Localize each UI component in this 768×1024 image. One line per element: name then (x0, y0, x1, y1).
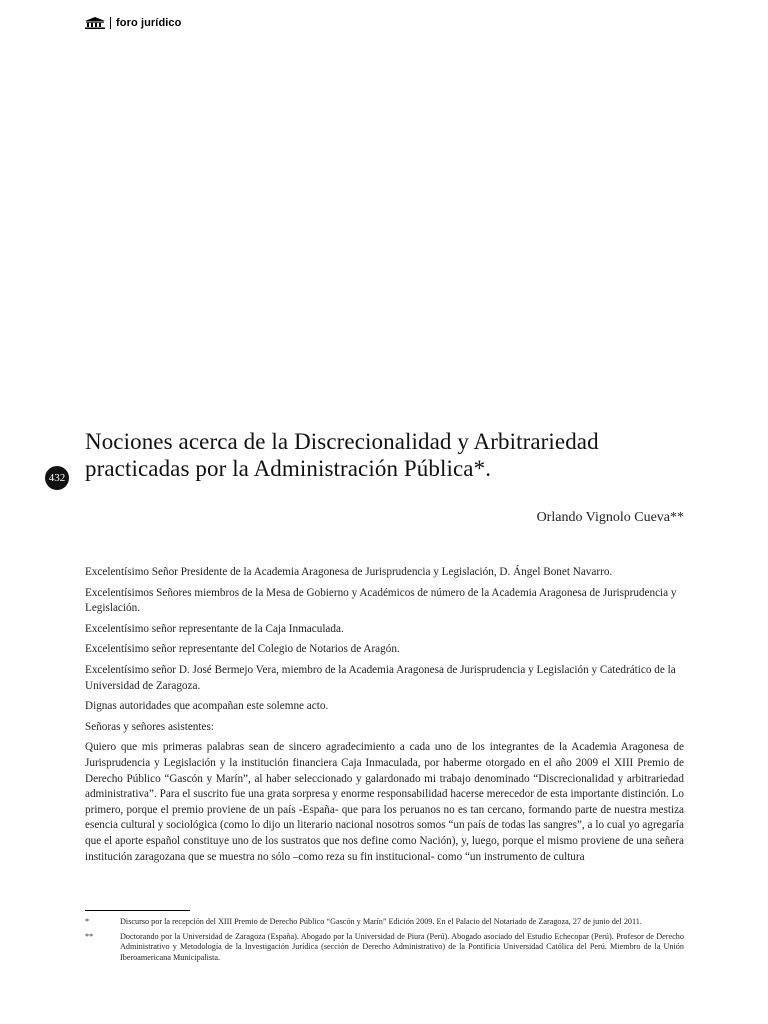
footnote-text: Doctorando por la Universidad de Zaragoza (España). Abogado por la Universidad de Piura (Perú). Abogado asociado del Estudio Echecopar (Perú). Profesor de Derecho Administrativo y Metodología de la Investigación Jurídica (sección de Derecho Administrativo) de la Pontificia Universidad Católica del Perú. Miembro de la Unión Iberoamericana Municipalista. (120, 931, 684, 962)
footnote-mark: * (85, 917, 90, 926)
salutation-line: Excelentísimo Señor Presidente de la Academia Aragonesa de Jurisprudencia y Legislación, D. Ángel Bonet Navarro. (85, 566, 613, 578)
footnote-text: Discurso por la recepción del XIII Premio de Derecho Público “Gascón y Marín” Edición 2009. En el Palacio del Notariado de Zaragoza, 27 de junio del 2011. (120, 917, 642, 926)
footnote-mark: ** (85, 931, 94, 941)
salutation-line: Excelentísimos Señores miembros de la Mesa de Gobierno y Académicos de número de la Academia Aragonesa de Jurisprudencia y Legislación. (85, 586, 677, 615)
journal-header (85, 17, 181, 29)
journal-brand: foro jurídico (116, 17, 182, 29)
footnote-divider (85, 910, 190, 911)
body-paragraph: Quiero que mis primeras palabras sean de sincero agradecimiento a cada uno de los integrantes de la Academia Aragonesa de Jurisprudencia y Legislación y la institución financiera Caja Inmaculada, por haberme otorgado en el año 2009 el XIII Premio de Derecho Público “Gascón y Marín”, al haber seleccionado y galardonado mi trabajo denominado “Discrecionalidad y arbitrariedad administrativa”. Para el suscrito fue una grata sorpresa y enorme responsabilidad hacerse merecedor de esta importante distinción. Lo primero, porque el premio proviene de un país -España- que para los peruanos no es tan cercano, formando parte de nuestra mestiza esencia cultural y sociológica (como lo dijo un literario nacional nosotros somos “un país de todas las sangres”, a lo cual yo agregaría que el aporte español constituye uno de los sustratos que nos define como Nación), y, luego, porque el mismo proviene de una señera institución zaragozana que se muestra no sólo –como reza su fin institucional- como “un instrumento de cultura (85, 741, 684, 863)
header-separator (110, 17, 111, 29)
article-body (85, 565, 684, 870)
building-columns-icon (85, 17, 105, 29)
article-title: Nociones acerca de la Discrecionalidad y Arbitrariedad practicadas por la Administración Pública*. (85, 429, 599, 481)
page-number-badge: 432 (45, 466, 69, 490)
salutation-line: Excelentísimo señor representante del Colegio de Notarios de Aragón. (85, 643, 400, 656)
salutation-line: Excelentísimo señor representante de la Caja Inmaculada. (85, 622, 344, 635)
footnote (85, 917, 684, 928)
salutation-line: Dignas autoridades que acompañan este solemne acto. (85, 700, 329, 713)
footnote (85, 932, 684, 964)
article-author: Orlando Vignolo Cueva** (536, 510, 684, 525)
salutation-line: Excelentísimo señor D. José Bermejo Vera, miembro de la Academia Aragonesa de Jurisprudencia y Legislación y Catedrático de la Universidad de Zaragoza. (85, 663, 676, 692)
footnotes (85, 917, 684, 967)
salutation-line: Señoras y señores asistentes: (85, 720, 214, 733)
